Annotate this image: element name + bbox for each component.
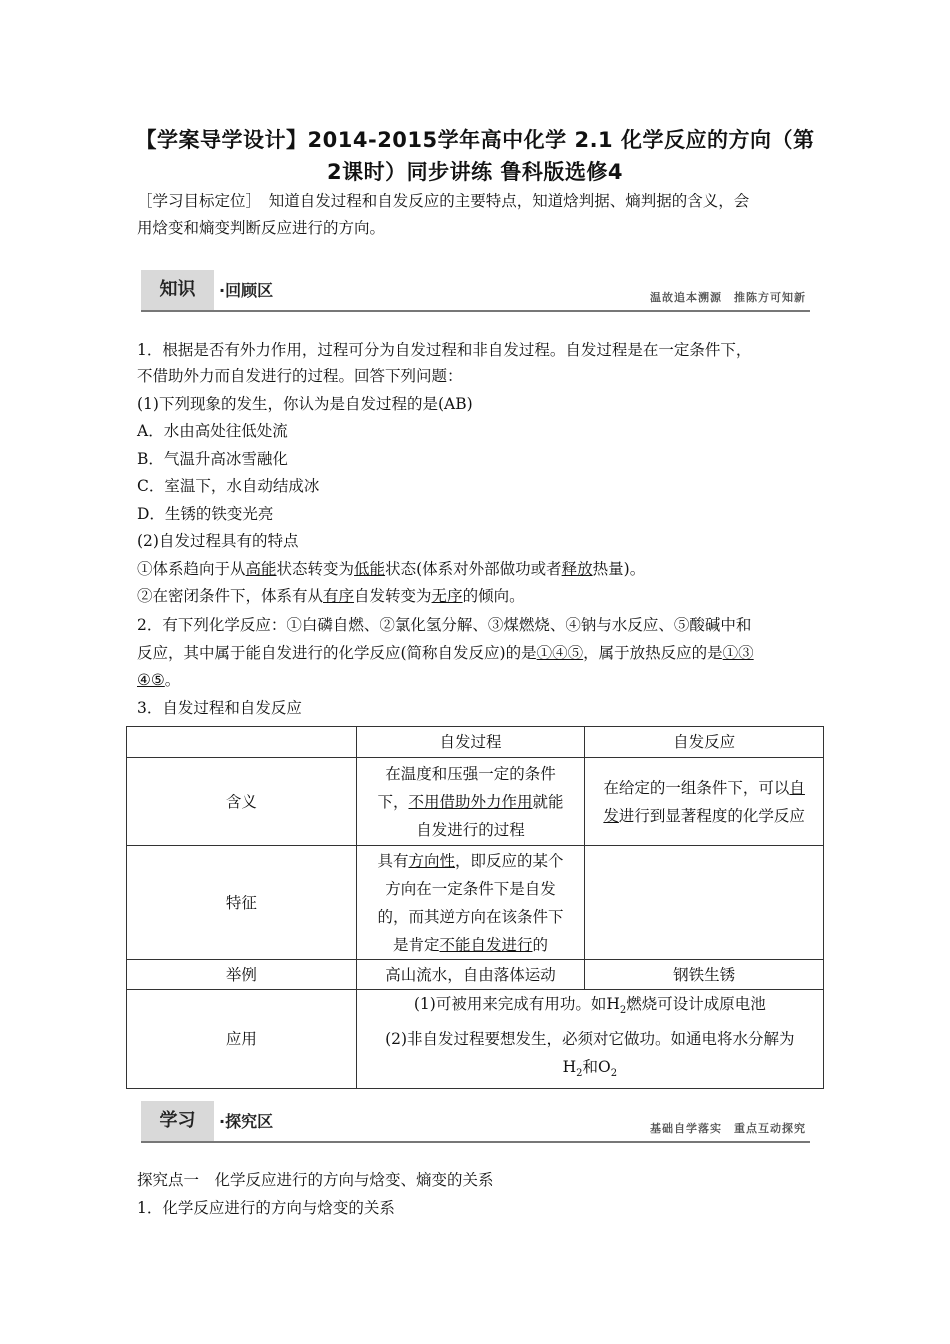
explore-subheading: 1．化学反应进行的方向与焓变的关系 [137, 1199, 395, 1217]
row-label: 特征 [127, 846, 357, 960]
q2-line1: 2．有下列化学反应：①白磷自燃、②氯化氢分解、③煤燃烧、④钠与水反应、⑤酸碱中和 [137, 616, 752, 634]
table-row [127, 846, 824, 960]
option-c: C．室温下，水自动结成冰 [137, 477, 320, 495]
table-cell: 钢铁生锈 [585, 960, 824, 990]
q1-line1: 1．根据是否有外力作用，过程可分为自发过程和非自发过程。自发过程是在一定条件下， [137, 341, 752, 359]
section-tag: 学习 [141, 1101, 214, 1141]
answer-blank: ④⑤ [137, 671, 165, 689]
explore-heading: 探究点一 化学反应进行的方向与焓变、熵变的关系 [137, 1171, 494, 1189]
q1-line2: 不借助外力而自发进行的过程。回答下列问题： [137, 367, 463, 385]
feature-point-2: ②在密闭条件下，体系有从有序自发转变为无序的倾向。 [137, 587, 525, 605]
feature-point-1: ①体系趋向于从高能状态转变为低能状态(体系对外部做功或者释放热量)。 [137, 560, 646, 578]
learning-objective-line2: 用焓变和熵变判断反应进行的方向。 [137, 219, 386, 237]
option-d: D．生锈的铁变光亮 [137, 505, 274, 523]
table-cell: 高山流水，自由落体运动 [356, 960, 585, 990]
answer-blank: ①③ [722, 644, 754, 662]
answer-blank: 发 [603, 806, 619, 825]
q2-line3: ④⑤。 [137, 671, 181, 689]
table-cell: 在给定的一组条件下，可以自 发进行到显著程度的化学反应 [585, 758, 824, 846]
learning-objective-line1: ［学习目标定位］ 知道自发过程和自发反应的主要特点，知道焓判据、熵判据的含义，会 [137, 192, 750, 210]
answer-blank: 低能 [354, 560, 386, 578]
row-label: 含义 [127, 758, 357, 846]
answer-blank: ①④⑤ [536, 644, 584, 662]
q1-sub1: (1)下列现象的发生，你认为是自发过程的是(AB) [137, 395, 473, 413]
answer-blank: 不能自发进行 [439, 935, 533, 954]
table-cell: 在温度和压强一定的条件 下，不用借助外力作用就能 自发进行的过程 [356, 758, 585, 846]
document-title-line1: 【学案导学设计】2014-2015学年高中化学 2.1 化学反应的方向（第 [135, 128, 815, 152]
option-b: B．气温升高冰雪融化 [137, 450, 288, 468]
section-subtitle: ·探究区 [219, 1112, 274, 1131]
section-banner-knowledge [141, 270, 810, 314]
comparison-table [126, 726, 824, 1089]
table-header-cell: 自发反应 [585, 727, 824, 758]
section-slogan: 基础自学落实 重点互动探究 [650, 1122, 806, 1135]
section-rule [141, 310, 810, 312]
section-banner-study [141, 1101, 810, 1145]
q2-line2: 反应，其中属于能自发进行的化学反应(简称自发反应)的是①④⑤，属于放热反应的是①③ [137, 644, 754, 662]
answer-blank: 自 [789, 778, 805, 797]
answer-blank: 不用借助外力作用 [408, 792, 533, 811]
table-row [127, 990, 824, 1089]
answer-blank: 方向性 [408, 851, 455, 870]
option-a: A．水由高处往低处流 [137, 422, 288, 440]
answer-blank: 有序 [323, 587, 355, 605]
row-label: 举例 [127, 960, 357, 990]
table-header-cell [127, 727, 357, 758]
table-cell [585, 846, 824, 960]
q3-line1: 3．自发过程和自发反应 [137, 699, 302, 717]
table-cell: 具有方向性，即反应的某个 方向在一定条件下是自发 的，而其逆方向在该条件下 是肯定不能自发进行的 [356, 846, 585, 960]
answer-blank: 无序 [431, 587, 463, 605]
row-label: 应用 [127, 990, 357, 1089]
table-header-cell: 自发过程 [356, 727, 585, 758]
section-slogan: 温故追本溯源 推陈方可知新 [650, 291, 806, 304]
table-header-row [127, 727, 824, 758]
table-cell: (1)可被用来完成有用功。如$H_2$燃烧可设计成原电池 (2)非自发过程要想发生，必须对它做功。如通电将水分解为 $H_2$和$O_2$ [356, 990, 823, 1089]
section-subtitle: ·回顾区 [219, 281, 274, 300]
table-row [127, 960, 824, 990]
table-row [127, 758, 824, 846]
answer-blank: 释放 [561, 560, 593, 578]
section-tag: 知识 [141, 270, 214, 310]
answer-blank: 高能 [245, 560, 277, 578]
section-rule [141, 1141, 810, 1143]
q1-sub2: (2)自发过程具有的特点 [137, 532, 299, 550]
document-title-line2: 2课时）同步讲练 鲁科版选修4 [326, 160, 624, 184]
